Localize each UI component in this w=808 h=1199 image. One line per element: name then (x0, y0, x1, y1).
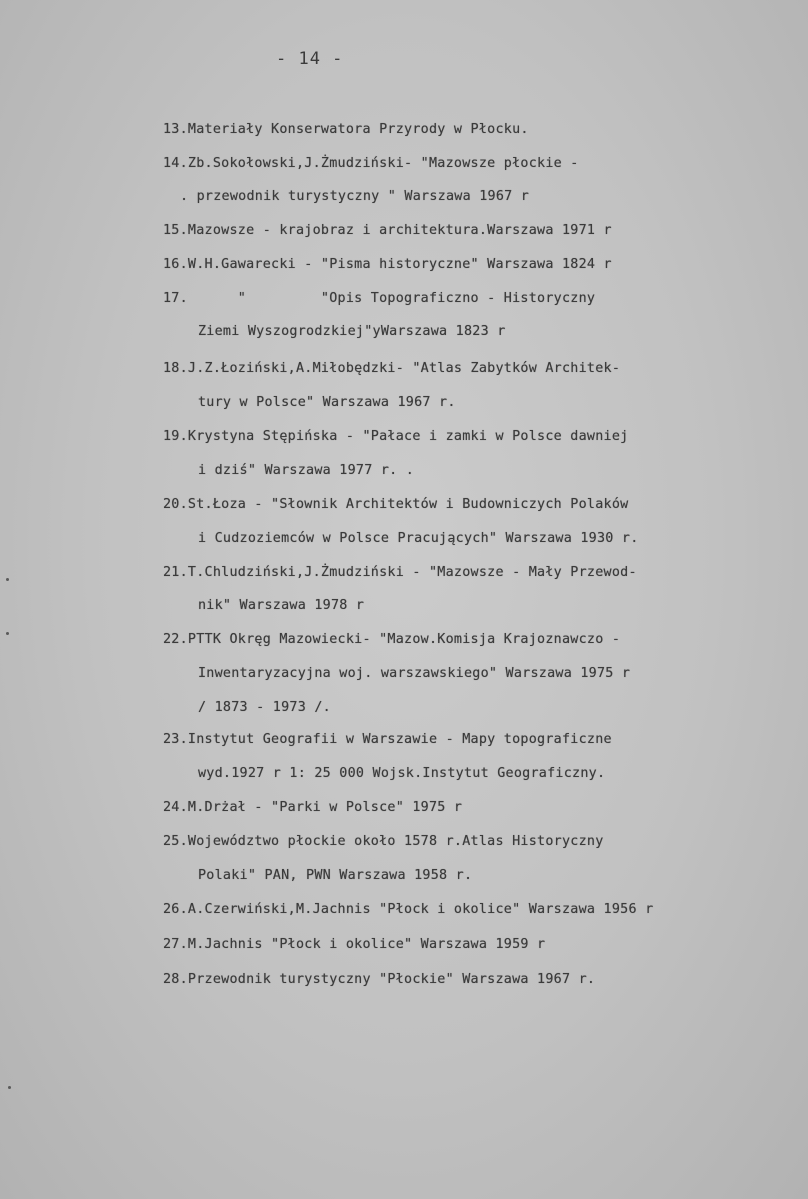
margin-punch-mark (8, 1086, 11, 1089)
bibliography-entry-28: 28.Przewodnik turystyczny "Płockie" Warszawa 1967 r. (163, 972, 596, 987)
bibliography-entry-17: 17. " "Opis Topograficzno - Historyczny (163, 291, 596, 306)
bibliography-entry-22-continuation-2: / 1873 - 1973 /. (198, 700, 331, 715)
bibliography-entry-20-continuation: i Cudzoziemców w Polsce Pracujących" Warszawa 1930 r. (198, 531, 639, 546)
bibliography-entry-20: 20.St.Łoza - "Słownik Architektów i Budowniczych Polaków (163, 497, 629, 512)
bibliography-entry-19-continuation: i dziś" Warszawa 1977 r. . (198, 463, 415, 478)
bibliography-entry-18: 18.J.Z.Łoziński,A.Miłobędzki- "Atlas Zabytków Architek- (163, 361, 621, 376)
bibliography-entry-22: 22.PTTK Okręg Mazowiecki- "Mazow.Komisja Krajoznawczo - (163, 632, 621, 647)
bibliography-entry-19: 19.Krystyna Stępińska - "Pałace i zamki w Polsce dawniej (163, 429, 629, 444)
bibliography-entry-25: 25.Województwo płockie około 1578 r.Atlas Historyczny (163, 834, 604, 849)
margin-punch-mark (6, 578, 9, 581)
bibliography-entry-16: 16.W.H.Gawarecki - "Pisma historyczne" Warszawa 1824 r (163, 257, 612, 272)
bibliography-entry-15: 15.Mazowsze - krajobraz i architektura.Warszawa 1971 r (163, 223, 612, 238)
bibliography-entry-21: 21.T.Chludziński,J.Żmudziński - "Mazowsze - Mały Przewod- (163, 565, 637, 580)
page-number: - 14 - (276, 49, 344, 69)
bibliography-entry-24: 24.M.Drżał - "Parki w Polsce" 1975 r (163, 800, 463, 815)
bibliography-entry-17-continuation: Ziemi Wyszogrodzkiej"yWarszawa 1823 r (198, 324, 506, 339)
margin-punch-mark (6, 632, 9, 635)
bibliography-entry-22-continuation: Inwentaryzacyjna woj. warszawskiego" Warszawa 1975 r (198, 666, 631, 681)
bibliography-entry-13: 13.Materiały Konserwatora Przyrody w Płocku. (163, 122, 529, 137)
bibliography-entry-18-continuation: tury w Polsce" Warszawa 1967 r. (198, 395, 456, 410)
bibliography-entry-27: 27.M.Jachnis "Płock i okolice" Warszawa 1959 r (163, 937, 546, 952)
bibliography-entry-25-continuation: Polaki" PAN, PWN Warszawa 1958 r. (198, 868, 473, 883)
bibliography-entry-26: 26.A.Czerwiński,M.Jachnis "Płock i okolice" Warszawa 1956 r (163, 902, 654, 917)
bibliography-entry-23: 23.Instytut Geografii w Warszawie - Mapy topograficzne (163, 732, 612, 747)
bibliography-entry-23-continuation: wyd.1927 r 1: 25 000 Wojsk.Instytut Geograficzny. (198, 766, 606, 781)
bibliography-entry-14-continuation: . przewodnik turystyczny " Warszawa 1967 r (180, 189, 530, 204)
bibliography-entry-21-continuation: nik" Warszawa 1978 r (198, 598, 365, 613)
bibliography-entry-14: 14.Zb.Sokołowski,J.Żmudziński- "Mazowsze płockie - (163, 156, 579, 171)
